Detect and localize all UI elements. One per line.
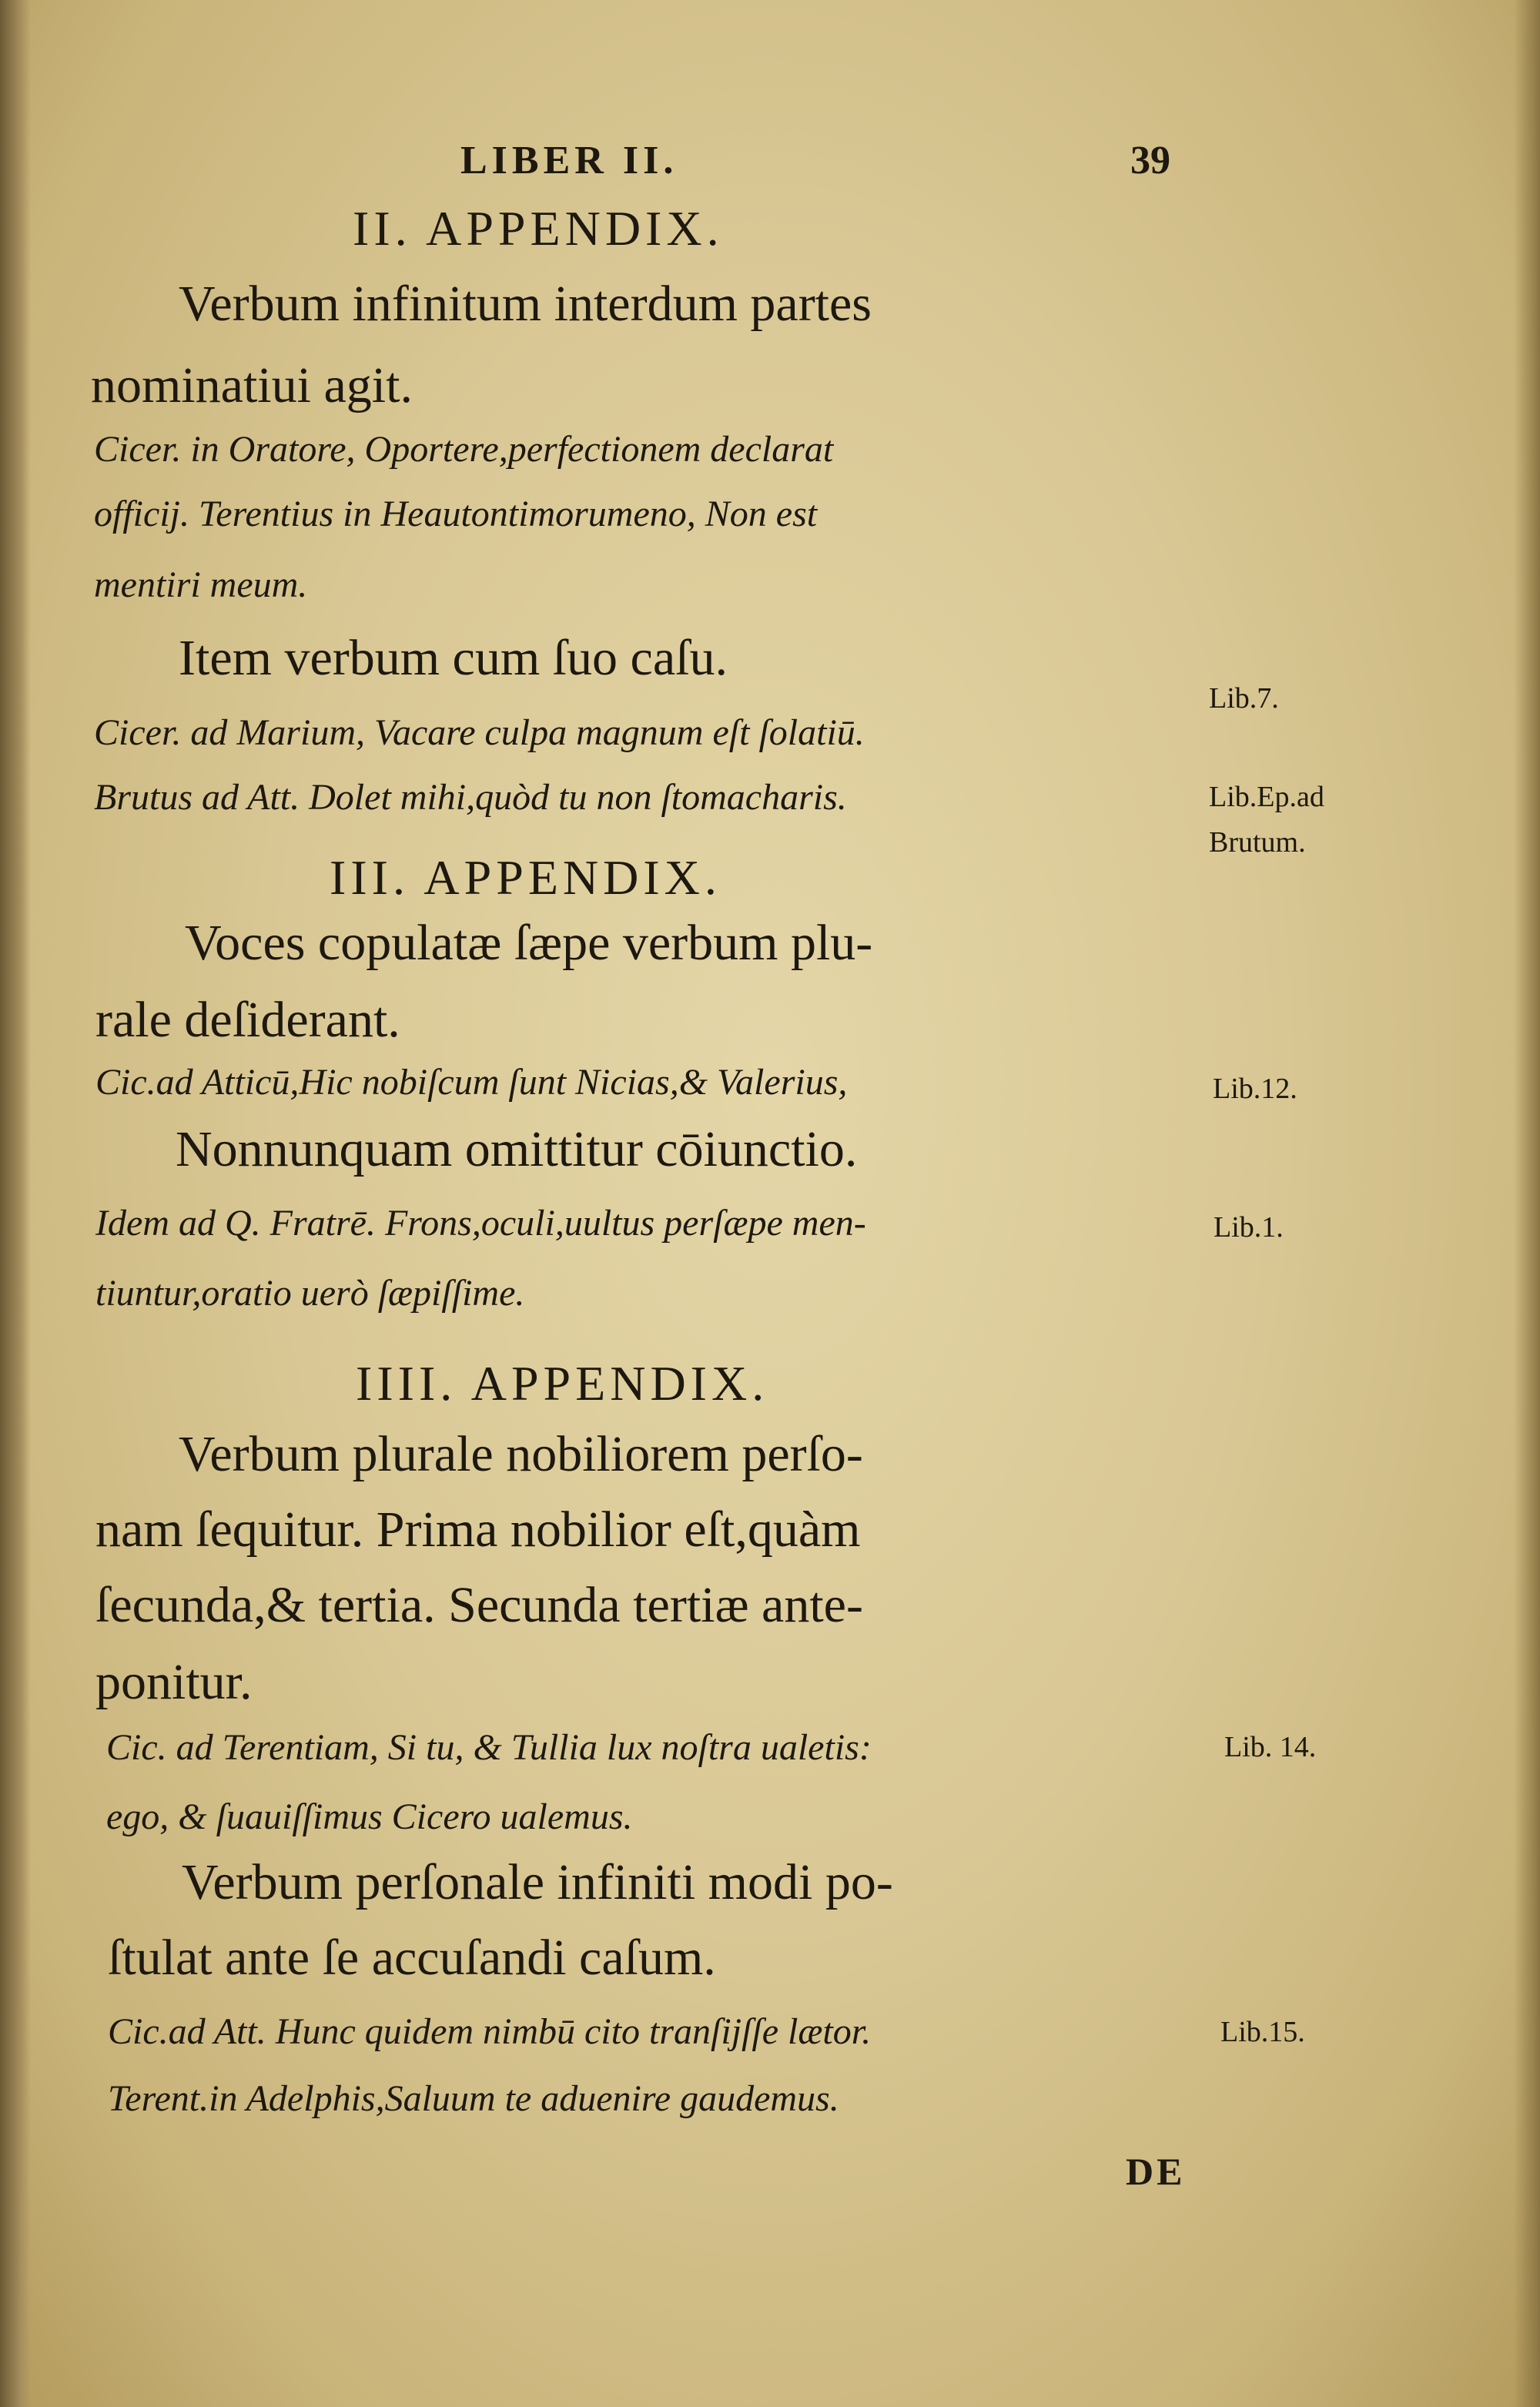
citation-line: officij. Terentius in Heautontimorumeno, Non est	[94, 494, 818, 534]
page-edge-shadow	[1514, 0, 1540, 2407]
body-line: Verbum perſonale infiniti modi po-	[182, 1854, 893, 1910]
body-line: Nonnunquam omittitur cōiunctio.	[176, 1121, 858, 1177]
margin-note: Brutum.	[1209, 826, 1306, 859]
citation-line: Terent.in Adelphis,Saluum te aduenire gaudemus.	[108, 2078, 839, 2119]
body-line: nam ſequitur. Prima nobilior eſt,quàm	[95, 1501, 861, 1558]
body-line: rale deſiderant.	[95, 992, 400, 1048]
margin-note: Lib.12.	[1213, 1073, 1297, 1105]
body-line: ponitur.	[95, 1654, 253, 1710]
body-line: nominatiui agit.	[91, 357, 413, 413]
citation-line: Cicer. ad Marium, Vacare culpa magnum eſt ſolatiū.	[94, 712, 865, 753]
body-line: Verbum plurale nobiliorem perſo-	[179, 1426, 863, 1482]
margin-note: Lib.15.	[1220, 2016, 1305, 2048]
section-title: II. APPENDIX.	[353, 201, 724, 256]
margin-note: Lib. 14.	[1224, 1731, 1317, 1763]
running-title: LIBER II.	[460, 139, 678, 182]
body-line: Verbum infinitum interdum partes	[179, 276, 872, 332]
binding-shadow	[0, 0, 31, 2407]
body-line: ſtulat ante ſe accuſandi caſum.	[108, 1930, 716, 1986]
body-line: Voces copulatæ ſæpe verbum plu-	[185, 915, 873, 971]
citation-line: Idem ad Q. Fratrē. Frons,oculi,uultus perſæpe men-	[95, 1203, 866, 1244]
citation-line: Brutus ad Att. Dolet mihi,quòd tu non ſtomacharis.	[94, 777, 847, 818]
margin-note: Lib.Ep.ad	[1209, 781, 1324, 813]
margin-note: Lib.7.	[1209, 682, 1279, 715]
citation-line: Cic. ad Terentiam, Si tu, & Tullia lux noſtra ualetis:	[106, 1727, 872, 1768]
citation-line: mentiri meum.	[94, 564, 308, 605]
section-title: IIII. APPENDIX.	[356, 1356, 769, 1411]
catchword: DE	[1126, 2150, 1186, 2193]
citation-line: tiuntur,oratio uerò ſæpiſſime.	[95, 1273, 525, 1314]
page-number: 39	[1130, 139, 1170, 182]
citation-line: Cic.ad Atticū,Hic nobiſcum ſunt Nicias,& Valerius,	[95, 1062, 848, 1103]
body-line: Item verbum cum ſuo caſu.	[179, 630, 728, 686]
margin-note: Lib.1.	[1214, 1211, 1284, 1244]
citation-line: Cic.ad Att. Hunc quidem nimbū cito tranſijſſe lætor.	[108, 2011, 872, 2052]
body-line: ſecunda,& tertia. Secunda tertiæ ante-	[95, 1577, 863, 1633]
citation-line: ego, & ſuauiſſimus Cicero ualemus.	[106, 1796, 633, 1837]
section-title: III. APPENDIX.	[330, 850, 721, 905]
citation-line: Cicer. in Oratore, Oportere,perfectionem declarat	[94, 429, 834, 470]
